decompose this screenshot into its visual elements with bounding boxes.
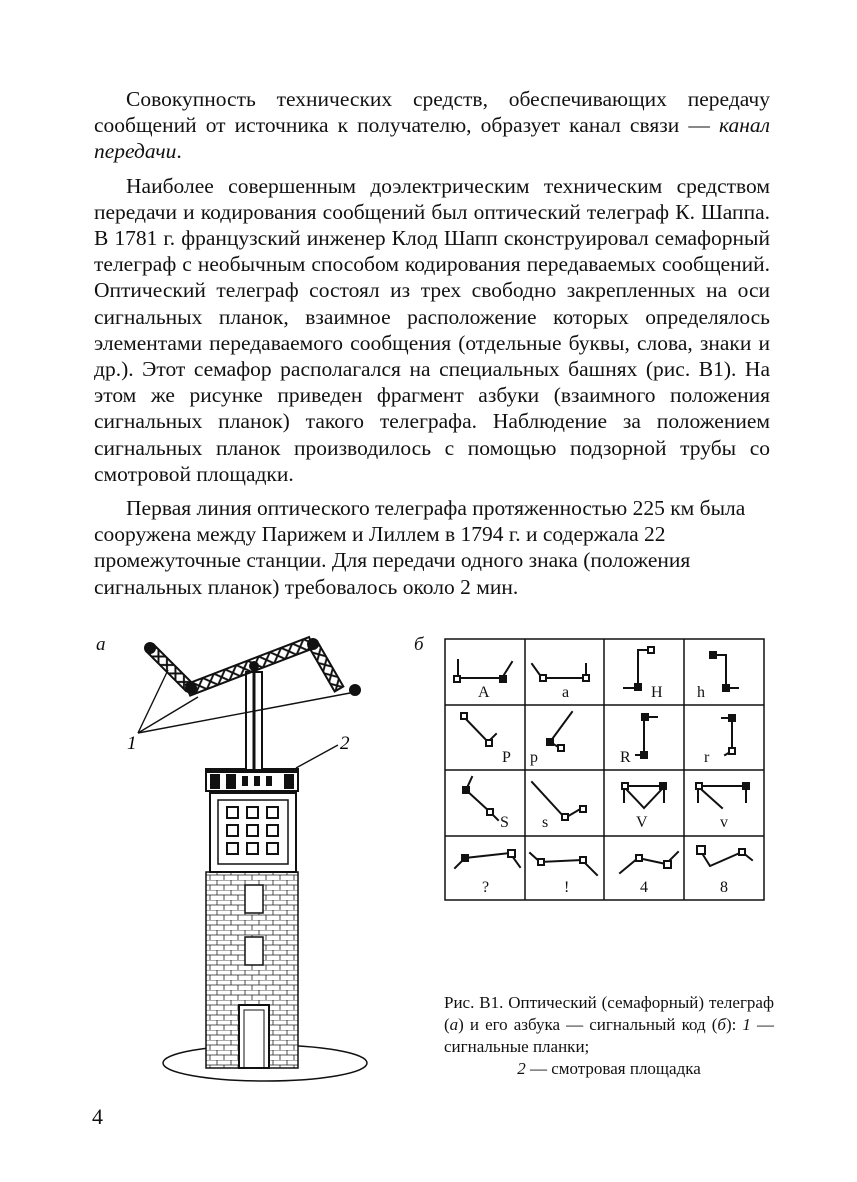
paragraph-3: Первая линия оптического телеграфа протяженностью 225 км была сооружена между Парижем и Лиллем в 1794 г. и содержала 22 промежуточные станции. Для передачи одного знака (положения сигнальных планок) требовалось около 2 мин. [94,496,746,599]
callout-2: 2 [340,733,350,754]
code-label: r [704,749,710,766]
code-label: h [697,684,705,701]
code-label: ? [482,879,490,896]
code-label: H [651,684,663,701]
code-label: A [478,684,490,701]
term-italic: канал передачи [94,113,770,164]
figure-label-b: б [414,634,424,655]
code-label: a [562,684,570,701]
code-label: P [502,749,511,766]
code-label: v [720,814,728,831]
code-label: 4 [640,879,648,896]
paragraph-2: Наиболее совершенным доэлектрическим техническим средством передачи и кодирования сообщений был оптический телеграф К. Шаппа. В 1781 г. французский инженер Клод Шапп сконструировал семафорный телеграф с необычным способом кодирования передаваемых сообщений. Оптический телеграф состоял из трех свободно закрепленных на оси сигнальных планок, взаимное расположение которых определялось элементами передаваемого сообщения (отдельные буквы, слова, знаки и др.). Этот семафор располагался на специальных башнях (рис. В1). На этом же рисунке приведен фрагмент азбуки (взаимного положения сигнальных планок) такого телеграфа. Наблюдение за положением сигнальных планок производилось с помощью подзорной трубы со смотровой площадки. [94,173,770,486]
callout-1: 1 [127,733,137,754]
code-label: V [636,814,648,831]
code-label: p [530,749,538,766]
code-label: s [542,814,549,831]
page-number: 4 [92,1104,103,1129]
figure-label-a: а [96,634,106,655]
code-label: ! [564,879,570,896]
code-label: 8 [720,879,728,896]
code-label: R [620,749,631,766]
code-label: S [500,814,509,831]
figure-caption: Рис. В1. Оптический (семафорный) телеграф (а) и его азбука — сигнальный код (б): 1 — сигнальные планки; 2 — смотровая площадка [444,993,774,1078]
paragraph-1: Совокупность технических средств, обеспечивающих передачу сообщений от источника к получателю, образует канал связи — канал передачи. [94,87,770,164]
